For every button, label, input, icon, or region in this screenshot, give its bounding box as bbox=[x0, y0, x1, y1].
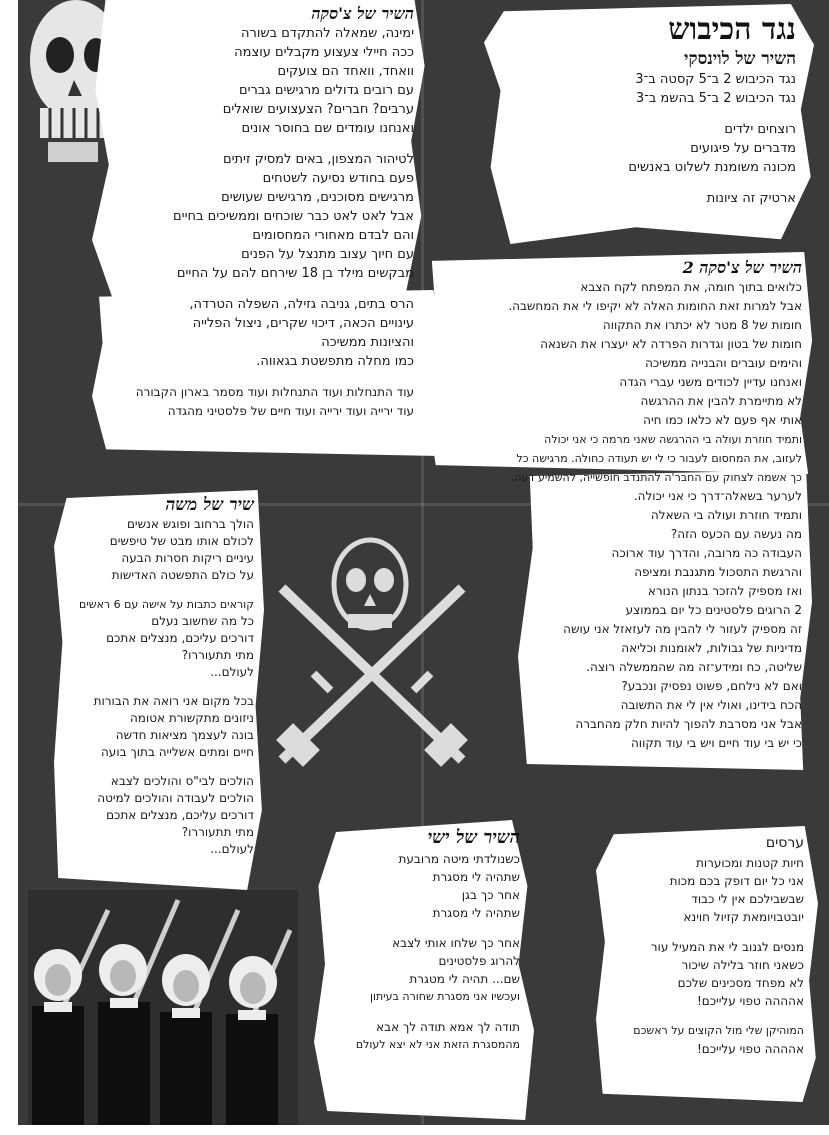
poem-yishai-line-4: שתהיה לי מסגרת bbox=[432, 906, 520, 920]
poem-tsaska-2-line-16: והרגשת התסכול מתגנבת ומציפה bbox=[634, 565, 802, 579]
poem-arsim-line-6: מנסים לגנוב לי את המעיל עור bbox=[650, 940, 804, 954]
poem-tsaska-1-line-14: מבקשים מילד בן 18 שירחם להם על החיים bbox=[176, 266, 414, 281]
poem-tsaska-1-line-15 bbox=[106, 283, 414, 295]
poem-tsaska-1-line-13: עם חיוך עצוב מתנצל על הפנים bbox=[241, 247, 414, 262]
poem-arsim-line-5 bbox=[608, 926, 804, 938]
poem-arsim-line-12: אהההה טפוי עלייכם! bbox=[696, 1042, 804, 1056]
poem-moshe-line-14: בונה לעצמך מציאות חדשה bbox=[115, 728, 254, 742]
poem-tsaska-2-line-7: לא מתיימרת להבין את ההרגשה bbox=[640, 394, 802, 408]
leaflet-subtitle: השיר של לוינסקי bbox=[684, 49, 796, 69]
poem-tsaska-2-line-14: מה נעשה עם הכעס הזה? bbox=[670, 527, 802, 541]
poem-moshe-line-6: קוראים כתבות על אישה עם 6 ראשים bbox=[79, 598, 254, 611]
poem-tsaska-1-line-18: והציונות ממשיכה bbox=[321, 335, 414, 350]
poem-tsaska-1-line-5: ערבים? חברים? הצעצועים שואלים bbox=[222, 102, 414, 117]
poem-moshe-line-21: לעולם... bbox=[210, 842, 254, 856]
poem-yishai-line-7: להרוג פלסטינים bbox=[438, 954, 520, 968]
poem-tsaska-2-line-21: שליטה, כח ומידע־זה מה שהממשלה רוצה. bbox=[586, 660, 802, 674]
poem-arsim-line-2: אני כל יום דופק בכם מכות bbox=[669, 874, 804, 888]
poem-arsim-line-7: כשאני חוזר בלילה שיכור bbox=[681, 958, 804, 972]
poem-tsaska-1-line-2: ככה חיילי צעצוע מקבלים עוצמה bbox=[234, 45, 414, 60]
leaflet-verse-8: ארטיק זה ציונות bbox=[706, 191, 796, 206]
poem-moshe-line-2: לכולם אותו מבט של טיפשים bbox=[109, 534, 254, 548]
poem-tsaska-1-line-8: לטיהור המצפון, באים למסיק זיתים bbox=[222, 152, 414, 167]
poem-arsim-line-1: חיות קטנות ומכוערות bbox=[695, 856, 804, 870]
poem-moshe-line-8: דורכים עליכם, מנצלים אתכם bbox=[106, 631, 254, 645]
poem-tsaska-2-line-15: העבודה כה מרובה, והדרך עוד ארוכה bbox=[611, 546, 802, 560]
poem-tsaska-1-line-6: ואנחנו עומדים שם בחוסר אונים bbox=[241, 121, 414, 136]
poem-yishai-line-8: שם... תהיה לי מטגרת bbox=[409, 972, 520, 986]
poem-yishai-line-2: שתהיה לי מסגרת bbox=[432, 870, 520, 884]
poem-tsaska-1-title: השיר של צ'סקה bbox=[311, 4, 414, 23]
leaflet-verse-6: מכונה משומנת לשלוט באנשים bbox=[628, 160, 796, 175]
poem-tsaska-1-line-10: מרגישים מסוכנים, מרגישים שעושים bbox=[221, 190, 414, 205]
poem-tsaska-1-line-22: עוד ירייה ועוד ירייה ועוד חיים של פלסטיני מהגדה bbox=[167, 404, 414, 418]
leaflet-verse-1: נגד הכיבוש 2 ב־5 קסטה ב־3 bbox=[635, 72, 796, 87]
poem-yishai-line-11: תודה לך אמא תודה לך אבא bbox=[376, 1020, 520, 1034]
poem-moshe-line-18: הולכים לעבודה והולכים למיטה bbox=[97, 791, 254, 805]
poem-yishai-line-6: אחר כך שלחו אותי לצבא bbox=[392, 936, 520, 950]
poem-tsaska-2-line-9: ותמיד חוזרת ועולה בי ההרגשה שאני מרמה כי אני יכולה bbox=[544, 433, 802, 446]
poem-arsim bbox=[604, 832, 810, 1096]
poem-tsaska-1-line-3: וואחד, וואחד הם צועקים bbox=[277, 64, 414, 79]
leaflet-verse-4: רוצחים ילדים bbox=[724, 122, 796, 137]
poem-arsim-line-10 bbox=[608, 1010, 804, 1022]
poem-tsaska-2-line-2: אבל למרות זאת החומות האלה לא יקיפו לי את המחשבה. bbox=[508, 299, 802, 313]
poem-tsaska-1-line-11: אבל לאט לאט כבר שוכחים וממשיכים בחיים bbox=[173, 209, 414, 224]
poem-tsaska-2-line-20: מדיניות של גבולות, לאומנות וכליאה bbox=[621, 641, 802, 655]
poem-moshe-line-5 bbox=[64, 584, 254, 596]
poem-moshe-line-9: מתי תתעוררו? bbox=[181, 648, 254, 662]
leaflet-verse-7 bbox=[502, 177, 796, 189]
poem-moshe-line-1: הולך ברחוב ופוגש אנשים bbox=[126, 517, 254, 531]
poem-tsaska-2-line-13: ותמיד חוזרת ועולה בי השאלה bbox=[650, 508, 802, 522]
poem-tsaska-2-line-19: זה מספיק לעזור לי להבין מה לעזאזל אני עושה bbox=[563, 622, 802, 636]
poem-tsaska-2-line-3: חומות של 8 מטר לא יכתרו את התקווה bbox=[602, 318, 802, 332]
poem-tsaska-2-line-23: הכח בידינו, ואולי אין לי את התשובה bbox=[620, 698, 802, 712]
poem-tsaska-2-line-1: כלואים בתוך חומה, את המפתח לקח הצבא bbox=[580, 280, 802, 294]
poem-arsim-line-3: שבשבילכם אין לי כבוד bbox=[691, 892, 804, 906]
poem-tsaska-1-line-9: פעם בחודש נסיעה לשטחים bbox=[262, 171, 414, 186]
poem-tsaska-2-line-25: כי יש בי עוד חיים ויש בי עוד תקווה bbox=[630, 736, 802, 750]
poem-arsim-line-4: יובטבויומאת קזיול חוינא bbox=[683, 910, 804, 924]
poem-tsaska-1-line-20 bbox=[106, 371, 414, 383]
poem-moshe-line-10: לעולם... bbox=[210, 665, 254, 679]
poem-moshe-line-17: הולכים לבי"ס והולכים לצבא bbox=[110, 774, 254, 788]
poem-tsaska-2 bbox=[430, 258, 810, 766]
leaflet-verse-3 bbox=[502, 108, 796, 120]
poem-moshe-line-11 bbox=[64, 681, 254, 693]
leaflet-verse-5: מדברים על פיגועים bbox=[690, 141, 796, 156]
leaflet-verse-2: נגד הכיבוש 2 ב־5 בהשמ ב־3 bbox=[635, 91, 796, 106]
poem-yishai-line-10 bbox=[326, 1006, 520, 1018]
poem-tsaska-1-line-12: והם לבדם מאחורי המחסומים bbox=[252, 228, 414, 243]
poem-moshe-line-7: כל מה שחשוב נעלם bbox=[151, 614, 254, 628]
poem-moshe-line-20: מתי תתעוררו? bbox=[181, 825, 254, 839]
poem-tsaska-2-line-4: חומות של בטון וגדרות הפרדה לא יעצרו את השנאה bbox=[540, 337, 802, 351]
poem-tsaska-2-line-17: ואז מספיק להזכר בנתון הנורא bbox=[647, 584, 802, 598]
poem-tsaska-2-title: השיר של צ'סקה 2 bbox=[682, 258, 802, 277]
poem-arsim-line-8: לא מפחד מסכינים שלכם bbox=[677, 976, 804, 990]
poem-moshe bbox=[60, 494, 260, 884]
poem-yishai-line-1: כשנולדתי מיטה מרובעת bbox=[398, 852, 520, 866]
poem-tsaska-1-line-19: כמו מחלה מתפשטת בגאווה. bbox=[256, 354, 414, 369]
poem-tsaska-2-line-8: אותי אף פעם לא כלאו כמו חיה bbox=[643, 413, 802, 427]
poem-arsim-line-11: המוהיקן שלי מול הקוצים על ראשכם bbox=[633, 1024, 804, 1037]
poem-yishai bbox=[322, 826, 528, 1116]
poem-tsaska-2-line-6: ואנחנו עדיין לכודים משני עברי הגדה bbox=[619, 375, 802, 389]
poem-moshe-line-15: חיים ומתים אשלייה בתוך בועה bbox=[100, 745, 254, 759]
poem-tsaska-2-line-24: אבל אני מסרבת להפוך להיות חלק מהחברה bbox=[575, 717, 802, 731]
poem-moshe-line-16 bbox=[64, 761, 254, 773]
poem-arsim-title: ערסים bbox=[765, 835, 804, 851]
poem-yishai-line-12: מהמסגרת הזאת אני לא יצא לעולם bbox=[355, 1038, 520, 1051]
poem-moshe-line-13: ניזונים מתקשורת אטומה bbox=[129, 711, 254, 725]
poem-tsaska-1-line-17: עינויים הכאה, דיכוי שקרים, ניצול הפלייה bbox=[192, 316, 414, 331]
poem-arsim-line-9: אהההה טפוי עלייכם! bbox=[696, 994, 804, 1008]
poem-yishai-line-9: ועכשיו אני מסגרת שחורה בעיתון bbox=[369, 990, 520, 1003]
poem-moshe-title: שיר של משה bbox=[165, 495, 254, 515]
poem-tsaska-1-line-4: עם רובים גדולים מרגישים גברים bbox=[238, 83, 414, 98]
poem-yishai-line-5 bbox=[326, 922, 520, 934]
poem-tsaska-1-line-16: הרס בתים, גניבה גזילה, השפלה הטרדה, bbox=[189, 297, 414, 312]
poem-tsaska-2-line-11: כך אשמה לצחוק עם החבר'ה להתנדב חופשייה, להשמיע דעה, bbox=[510, 471, 802, 484]
poem-tsaska-2-line-12: לערער בשאלה־דרך כי אני יכולה. bbox=[633, 489, 802, 503]
poem-tsaska-1-line-21: עוד התנחלות ועוד התנחלות ועוד מסמר בארון הקבורה bbox=[135, 385, 414, 399]
poem-yishai-title: השיר של ישי bbox=[427, 827, 520, 848]
poem-moshe-line-3: עיניים ריקות חסרות הבעה bbox=[121, 551, 254, 565]
poem-yishai-line-3: אחר כך בגן bbox=[461, 888, 520, 902]
poem-tsaska-1-line-7 bbox=[106, 138, 414, 150]
poem-moshe-line-12: בכל מקום אני רואה את הבורות bbox=[93, 694, 254, 708]
poem-moshe-line-19: דורכים עליכם, מנצלים אתכם bbox=[106, 808, 254, 822]
poem-tsaska-2-line-10: לעזוב, את המחסום לעבור כי לי יש תעודה כחולה. מרגישה כל bbox=[516, 452, 802, 465]
nuns-with-rifles-photo bbox=[28, 890, 298, 1125]
poem-tsaska-1-line-1: ימינה, שמאלה להתקדם בשורה bbox=[241, 26, 414, 41]
poem-tsaska-2-line-5: והימים עוברים והבנייה ממשיכה bbox=[645, 356, 802, 370]
leaflet-title-block bbox=[494, 8, 804, 228]
poem-tsaska-2-line-18: 2 הרוגים פלסטינים כל יום בממוצע bbox=[625, 603, 802, 617]
poem-moshe-line-4: על כולם התפשטה האדישות bbox=[111, 568, 254, 582]
poem-tsaska-2-line-22: ואם לא נילחם, פשוט נפסיק ונכבע? bbox=[621, 679, 802, 693]
poem-tsaska-1 bbox=[100, 4, 420, 444]
leaflet-title: נגד הכיבוש bbox=[668, 12, 796, 47]
